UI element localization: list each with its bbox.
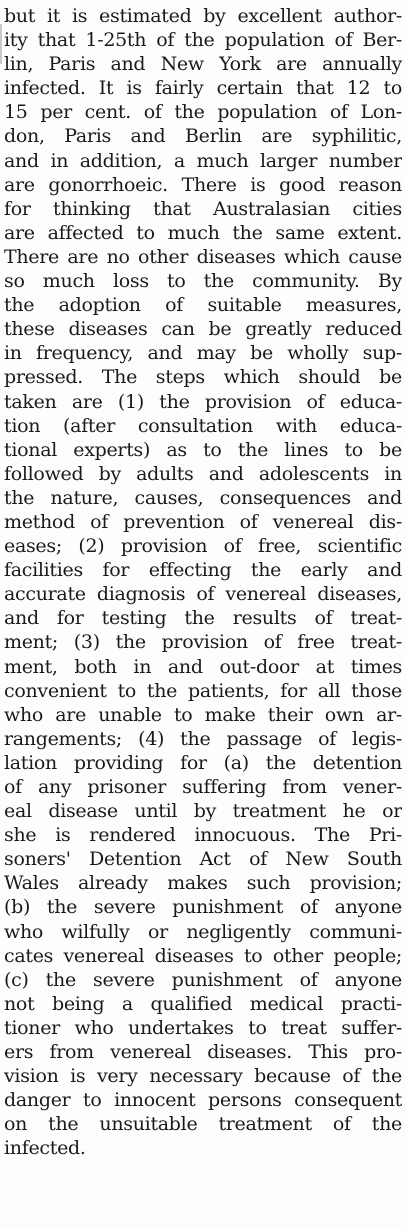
text-line: and in addition, a much larger number — [4, 149, 402, 172]
text-line: facilities for effecting the early and — [4, 559, 402, 582]
text-line: ment; (3) the provision of free treat- — [4, 631, 402, 654]
text-line: who are unable to make their own ar- — [4, 703, 402, 726]
text-line: followed by adults and adolescents in — [4, 462, 402, 485]
text-line: taken are (1) the provision of educa- — [4, 390, 402, 413]
text-line: so much loss to the community. By — [4, 270, 402, 293]
text-line: tional experts) as to the lines to be — [4, 438, 402, 461]
text-line: ity that 1-25th of the population of Ber- — [4, 29, 402, 52]
text-line: tion (after consultation with educa- — [4, 414, 402, 437]
text-line: who wilfully or negligently communi- — [4, 920, 402, 943]
text-line: tioner who undertakes to treat suffer- — [4, 1016, 402, 1039]
column-edge-mark — [0, 24, 2, 64]
text-line: don, Paris and Berlin are syphilitic, — [4, 125, 402, 148]
text-line: on the unsuitable treatment of the — [4, 1113, 402, 1136]
text-line: in frequency, and may be wholly sup- — [4, 342, 402, 365]
text-line: lin, Paris and New York are annually — [4, 53, 402, 76]
text-line: (c) the severe punishment of anyone — [4, 968, 402, 991]
text-line: ment, both in and out-door at times — [4, 655, 402, 678]
text-line: are affected to much the same extent. — [4, 221, 402, 244]
text-line: rangements; (4) the passage of legis- — [4, 727, 402, 750]
text-line: and for testing the results of treat- — [4, 607, 402, 630]
text-line: pressed. The steps which should be — [4, 366, 402, 389]
text-line: ers from venereal diseases. This pro- — [4, 1041, 402, 1064]
text-line: but it is estimated by excellent author- — [4, 5, 402, 27]
text-line: lation providing for (a) the detention — [4, 751, 402, 774]
text-line: danger to innocent persons consequent — [4, 1089, 402, 1112]
text-line: the nature, causes, consequences and — [4, 486, 402, 509]
text-line: she is rendered innocuous. The Pri- — [4, 824, 402, 847]
text-line: vision is very necessary because of the — [4, 1065, 402, 1088]
text-line: for thinking that Australasian cities — [4, 197, 402, 220]
text-line: the adoption of suitable measures, — [4, 294, 402, 317]
text-line: There are no other diseases which cause — [4, 245, 402, 268]
text-line: eal disease until by treatment he or — [4, 800, 402, 823]
text-line: method of prevention of venereal dis- — [4, 510, 402, 533]
text-line: infected. — [4, 1137, 86, 1160]
text-line: these diseases can be greatly reduced — [4, 318, 402, 341]
text-line: soners' Detention Act of New South — [4, 848, 402, 871]
text-line: 15 per cent. of the population of Lon- — [4, 101, 402, 124]
text-line: Wales already makes such provision; — [4, 872, 402, 895]
text-line: not being a qualified medical practi- — [4, 992, 402, 1015]
text-line: accurate diagnosis of venereal diseases, — [4, 583, 402, 606]
text-line: (b) the severe punishment of anyone — [4, 896, 402, 919]
text-line: infected. It is fairly certain that 12 to — [4, 77, 402, 100]
article-column — [4, 4, 402, 1161]
text-line: of any prisoner suffering from vener- — [4, 776, 402, 798]
text-line: cates venereal diseases to other people; — [4, 944, 402, 967]
text-line: are gonorrhoeic. There is good reason — [4, 173, 402, 196]
text-line: convenient to the patients, for all those — [4, 679, 402, 702]
text-line: eases; (2) provision of free, scientific — [4, 535, 402, 558]
